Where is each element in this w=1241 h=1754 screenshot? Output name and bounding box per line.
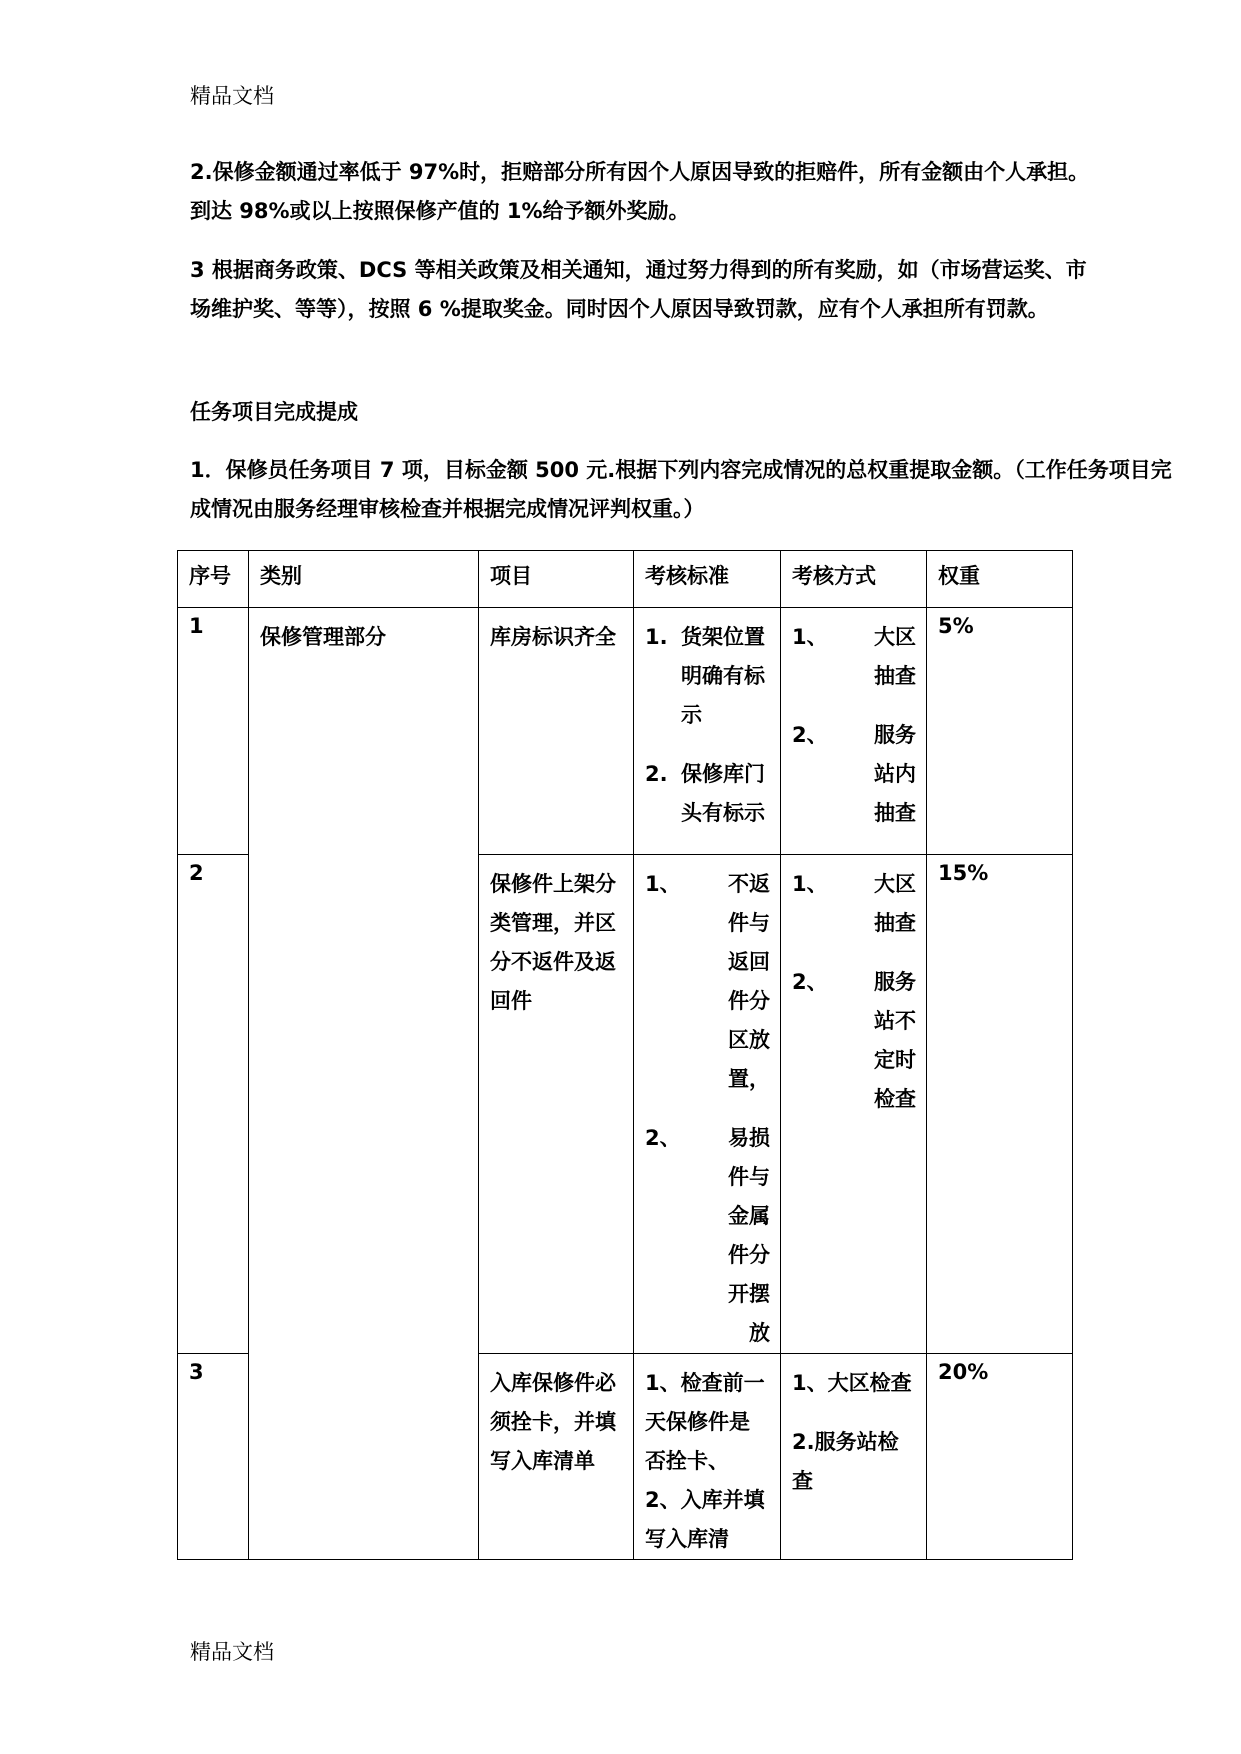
list-marker: 1、 <box>792 872 828 896</box>
item-cell: 库房标识齐全 <box>479 608 634 855</box>
column-header-no: 序号 <box>178 551 249 608</box>
column-header-weight: 权重 <box>927 551 1073 608</box>
method-line: 1、大区检查 <box>792 1371 912 1395</box>
list-text: 不返件与返回件分区放置， <box>728 872 770 1091</box>
page-header: 精品文档 <box>190 84 274 108</box>
column-header-method: 考核方式 <box>781 551 927 608</box>
section-heading <box>190 393 1090 432</box>
weight-cell: 20% <box>927 1354 1073 1560</box>
paragraph-rewards-policy <box>190 251 1090 329</box>
criteria-line: 2、入库并填写入库清 <box>645 1488 765 1551</box>
list-item <box>792 716 916 833</box>
table-header-row <box>178 551 1073 608</box>
list-item <box>792 963 916 1119</box>
list-text: 服务站不定时检查 <box>874 970 916 1111</box>
list-item <box>792 865 916 943</box>
method-line: 2.服务站检查 <box>792 1430 899 1493</box>
table-row <box>178 608 1073 855</box>
method-cell <box>781 1354 927 1560</box>
list-marker: 1、 <box>645 872 681 896</box>
method-cell <box>781 855 927 1354</box>
item-cell: 保修件上架分类管理，并区分不返件及返回件 <box>479 855 634 1354</box>
section-heading-text: 任务项目完成提成 <box>190 400 358 424</box>
list-marker: 2. <box>645 762 668 786</box>
list-item <box>645 1119 770 1353</box>
list-text: 大区抽查 <box>874 872 916 935</box>
category-cell: 保修管理部分 <box>249 608 479 1560</box>
list-text: 保修库门头有标示 <box>681 762 765 825</box>
paragraph-text: 1．保修员任务项目 7 项，目标金额 500 元.根据下列内容完成情况的总权重提取金额。（工作任务项目完成情况由服务经理审核检查并根据完成情况评判权重。） <box>190 458 1172 521</box>
criteria-cell <box>634 1354 781 1560</box>
list-text: 易损件与金属件分开摆放 <box>728 1126 770 1345</box>
paragraph-warranty-pass-rate <box>190 153 1090 231</box>
row-number: 3 <box>178 1354 249 1560</box>
paragraph-text: 2.保修金额通过率低于 97%时，拒赔部分所有因个人原因导致的拒赔件，所有金额由个人承担。到达 98%或以上按照保修产值的 1%给予额外奖励。 <box>190 160 1090 223</box>
list-text: 服务站内抽查 <box>874 723 916 825</box>
list-marker: 2、 <box>645 1126 681 1150</box>
list-marker: 2、 <box>792 723 828 747</box>
criteria-cell <box>634 855 781 1354</box>
weight-cell: 5% <box>927 608 1073 855</box>
criteria-cell <box>634 608 781 855</box>
column-header-item: 项目 <box>479 551 634 608</box>
column-header-category: 类别 <box>249 551 479 608</box>
list-marker: 1、 <box>792 625 828 649</box>
page-footer: 精品文档 <box>190 1640 274 1664</box>
list-item <box>645 865 770 1099</box>
row-number: 2 <box>178 855 249 1354</box>
method-cell <box>781 608 927 855</box>
column-header-criteria: 考核标准 <box>634 551 781 608</box>
list-marker: 1. <box>645 625 668 649</box>
list-item <box>792 618 916 696</box>
paragraph-task-items <box>190 451 1190 529</box>
weight-cell: 15% <box>927 855 1073 1354</box>
item-cell: 入库保修件必须拴卡，并填写入库清单 <box>479 1354 634 1560</box>
paragraph-text: 3 根据商务政策、DCS 等相关政策及相关通知，通过努力得到的所有奖励，如（市场营运奖、市场维护奖、等等），按照 6 %提取奖金。同时因个人原因导致罚款，应有个人承担所有罚款。 <box>190 258 1087 321</box>
list-item <box>645 618 770 735</box>
list-text: 货架位置明确有标示 <box>681 625 765 727</box>
row-number: 1 <box>178 608 249 855</box>
list-marker: 2、 <box>792 970 828 994</box>
task-assessment-table <box>177 550 1073 1560</box>
criteria-line: 1、检查前一天保修件是否拴卡、 <box>645 1371 765 1473</box>
list-text: 大区抽查 <box>874 625 916 688</box>
list-item <box>645 755 770 833</box>
